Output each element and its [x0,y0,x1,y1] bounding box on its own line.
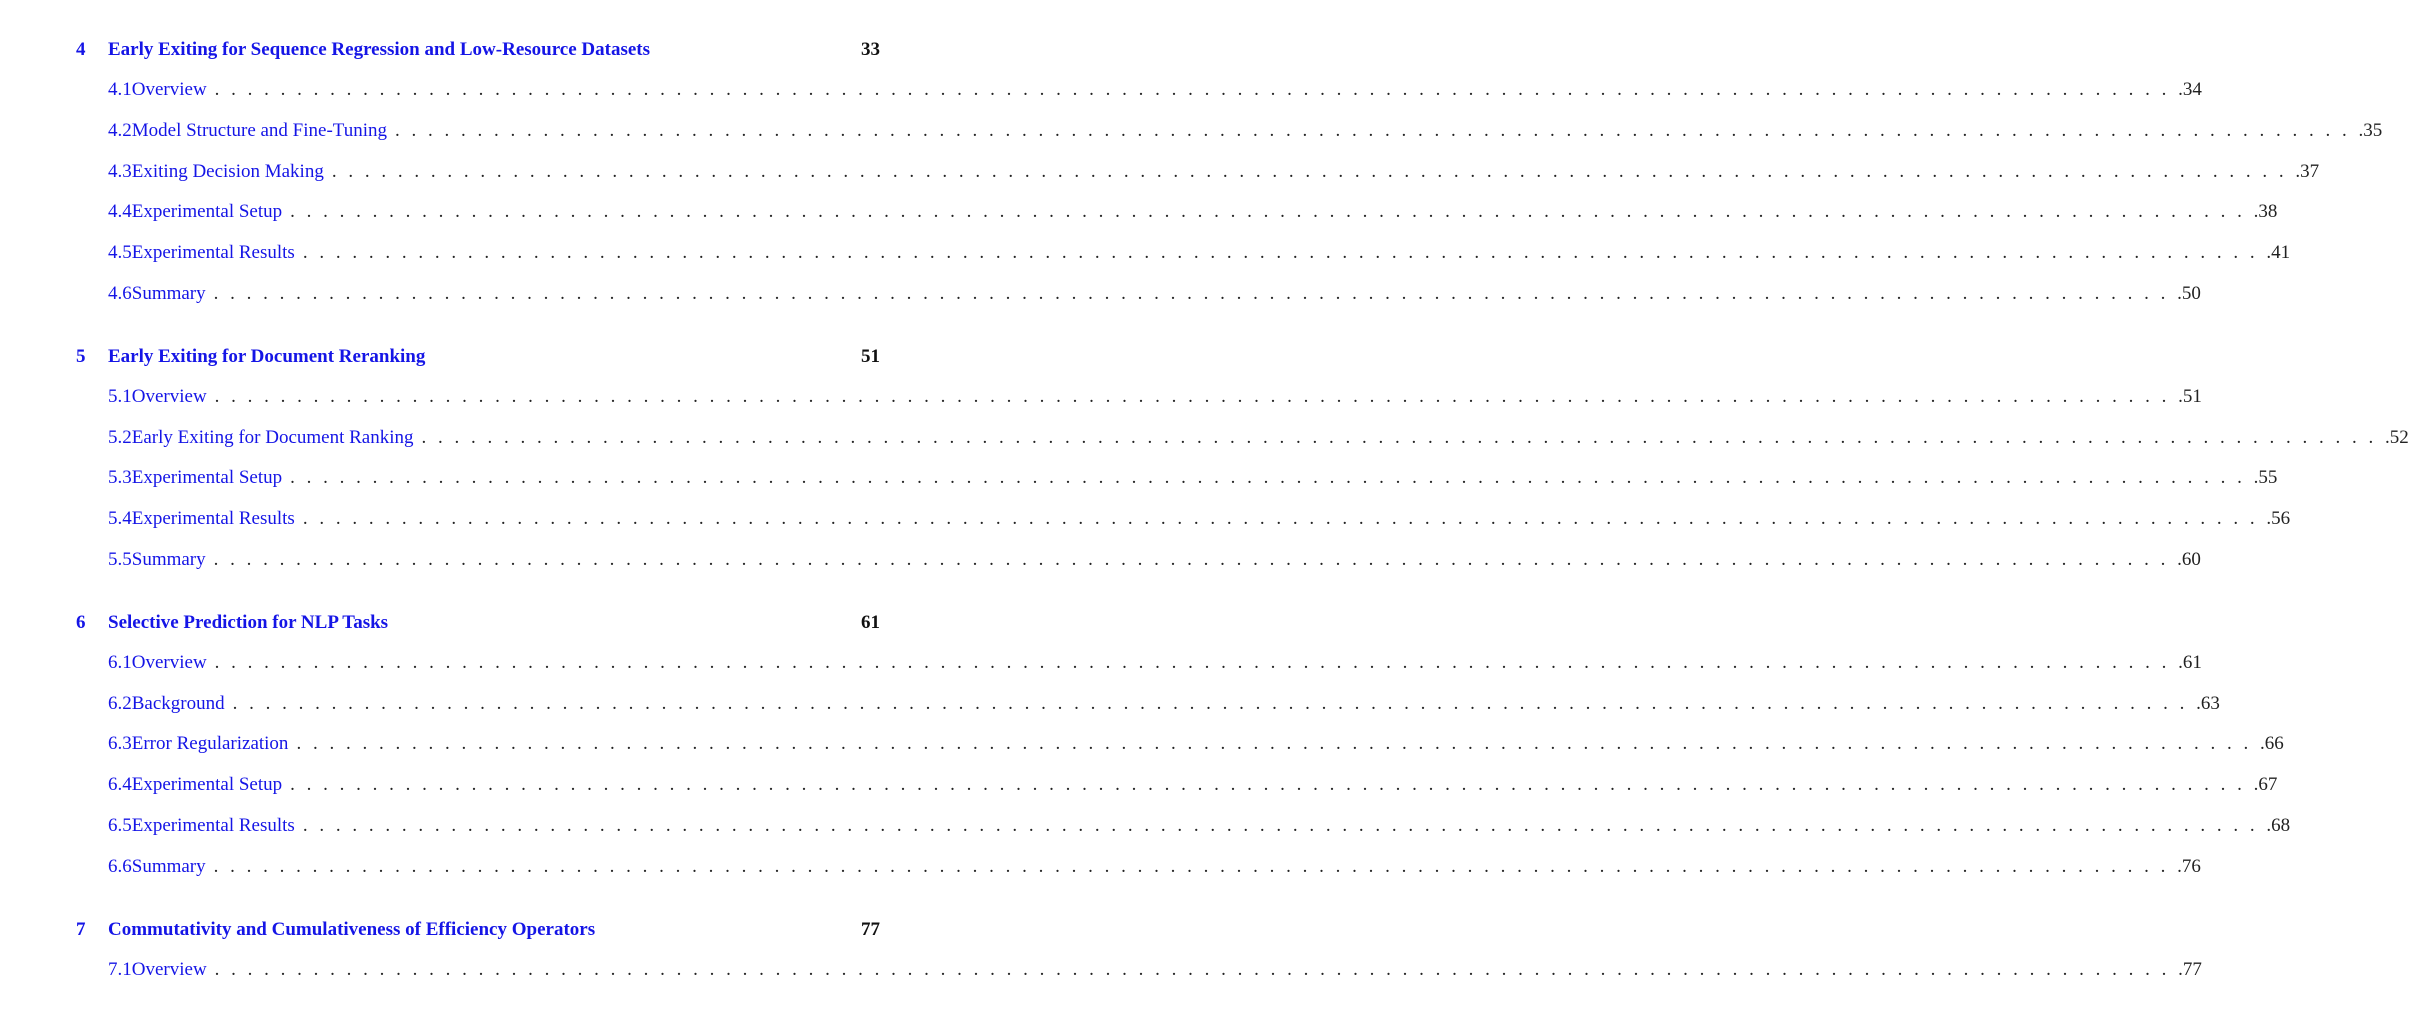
chapter-number: 7 [76,918,86,940]
section-number: 5.3 [108,467,132,489]
section-page-number: 51 [2182,385,2202,407]
section-page-number: 34 [2182,79,2202,100]
section-page-number: 38 [2258,201,2278,223]
section-title-link[interactable]: Exiting Decision Making [131,160,324,182]
section-number: 6.1 [108,651,132,673]
section-title-link[interactable]: Experimental Setup [131,201,283,223]
section-title-link[interactable]: Overview [131,958,207,980]
section-entry[interactable] [0,111,2383,152]
section-page-number: 61 [2182,651,2202,673]
section-entry[interactable] [0,499,2291,540]
section-title-link[interactable]: Error Regularization [131,733,289,755]
chapter-heading[interactable] [0,29,981,70]
chapter-heading[interactable] [0,602,981,643]
section-page-number: 56 [2271,508,2291,530]
section-page-number: 76 [2181,855,2201,877]
section-entry[interactable] [0,684,2220,725]
section-entry[interactable] [0,233,2291,274]
chapter-page-number: 77 [861,918,880,940]
section-entry[interactable] [0,765,2278,806]
section-number: 4.1 [108,79,132,100]
section-number: 4.2 [108,119,132,141]
section-entry[interactable] [0,950,2202,991]
section-number: 6.4 [108,774,132,796]
section-entry[interactable] [0,643,2202,684]
chapter-spacer [0,581,981,602]
dot-leader: . . . . . . . . . . . . . . . . . . . . . . . . . . . . . . . . . . . . . . . . . . . . . . . . . . . . . . . . . . . . . . . . . . . . . . . . . . . . . . . . . . . . . . . . . . . . . . . . . . . . . . . . . . . . . . . . . . . . . . . . [331,160,2301,182]
dot-leader: . . . . . . . . . . . . . . . . . . . . . . . . . . . . . . . . . . . . . . . . . . . . . . . . . . . . . . . . . . . . . . . . . . . . . . . . . . . . . . . . . . . . . . . . . . . . . . . . . . . . . . . . . . . . . . . . . . . . . . . . [213,548,2182,570]
dot-leader: . . . . . . . . . . . . . . . . . . . . . . . . . . . . . . . . . . . . . . . . . . . . . . . . . . . . . . . . . . . . . . . . . . . . . . . . . . . . . . . . . . . . . . . . . . . . . . . . . . . . . . . . . . . . . . . . . . . . . . . . [302,814,2272,836]
section-number: 5.1 [108,385,132,407]
section-title-link[interactable]: Experimental Results [131,508,295,530]
section-page-number: 67 [2258,774,2278,796]
section-entry[interactable] [0,152,2320,193]
chapter-7 [0,909,2202,991]
section-number: 6.2 [108,692,132,714]
chapter-title-link[interactable]: Selective Prediction for NLP Tasks [108,611,389,633]
section-entry[interactable] [0,274,2201,315]
dot-leader: . . . . . . . . . . . . . . . . . . . . . . . . . . . . . . . . . . . . . . . . . . . . . . . . . . . . . . . . . . . . . . . . . . . . . . . . . . . . . . . . . . . . . . . . . . . . . . . . . . . . . . . . . . . . . . . . . . . . . . . . [395,119,2364,141]
section-page-number: 66 [2264,733,2284,755]
section-number: 6.6 [108,855,132,877]
section-number: 5.4 [108,508,132,530]
section-entry[interactable] [0,418,2409,459]
section-page-number: 52 [2389,426,2409,448]
chapter-5 [0,336,2409,581]
section-page-number: 50 [2181,282,2201,304]
section-number: 7.1 [108,958,132,980]
section-number: 4.6 [108,282,132,304]
section-entry[interactable] [0,70,2202,111]
dot-leader: . . . . . . . . . . . . . . . . . . . . . . . . . . . . . . . . . . . . . . . . . . . . . . . . . . . . . . . . . . . . . . . . . . . . . . . . . . . . . . . . . . . . . . . . . . . . . . . . . . . . . . . . . . . . . . . . . . . . . . . . [214,79,2183,100]
dot-leader: . . . . . . . . . . . . . . . . . . . . . . . . . . . . . . . . . . . . . . . . . . . . . . . . . . . . . . . . . . . . . . . . . . . . . . . . . . . . . . . . . . . . . . . . . . . . . . . . . . . . . . . . . . . . . . . . . . . . . . . . [214,651,2183,673]
section-title-link[interactable]: Experimental Setup [131,467,283,489]
section-page-number: 63 [2200,692,2220,714]
section-entry[interactable] [0,458,2278,499]
section-page-number: 77 [2182,958,2202,980]
chapter-6 [0,602,2291,888]
section-entry[interactable] [0,806,2291,847]
section-entry[interactable] [0,724,2284,765]
dot-leader: . . . . . . . . . . . . . . . . . . . . . . . . . . . . . . . . . . . . . . . . . . . . . . . . . . . . . . . . . . . . . . . . . . . . . . . . . . . . . . . . . . . . . . . . . . . . . . . . . . . . . . . . . . . . . . . . . . . . . . . . [213,855,2182,877]
section-page-number: 35 [2363,119,2383,141]
chapter-heading[interactable] [0,909,981,950]
section-number: 5.2 [108,426,132,448]
section-title-link[interactable]: Overview [131,79,207,100]
section-title-link[interactable]: Early Exiting for Document Ranking [131,426,414,448]
section-title-link[interactable]: Summary [131,282,206,304]
dot-leader: . . . . . . . . . . . . . . . . . . . . . . . . . . . . . . . . . . . . . . . . . . . . . . . . . . . . . . . . . . . . . . . . . . . . . . . . . . . . . . . . . . . . . . . . . . . . . . . . . . . . . . . . . . . . . . . . . . . . . . . . [421,426,2390,448]
section-title-link[interactable]: Overview [131,385,207,407]
chapter-spacer [0,315,981,336]
section-page-number: 60 [2181,548,2201,570]
dot-leader: . . . . . . . . . . . . . . . . . . . . . . . . . . . . . . . . . . . . . . . . . . . . . . . . . . . . . . . . . . . . . . . . . . . . . . . . . . . . . . . . . . . . . . . . . . . . . . . . . . . . . . . . . . . . . . . . . . . . . . . . [296,733,2265,755]
dot-leader: . . . . . . . . . . . . . . . . . . . . . . . . . . . . . . . . . . . . . . . . . . . . . . . . . . . . . . . . . . . . . . . . . . . . . . . . . . . . . . . . . . . . . . . . . . . . . . . . . . . . . . . . . . . . . . . . . . . . . . . . [214,958,2183,980]
section-page-number: 68 [2271,814,2291,836]
section-entry[interactable] [0,847,2201,888]
section-title-link[interactable]: Model Structure and Fine-Tuning [131,119,388,141]
section-number: 6.3 [108,733,132,755]
section-entry[interactable] [0,192,2278,233]
section-number: 5.5 [108,548,132,570]
section-page-number: 41 [2271,242,2291,264]
chapter-number: 4 [76,39,86,60]
section-title-link[interactable]: Background [131,692,225,714]
section-page-number: 37 [2300,160,2320,182]
chapter-title-link[interactable]: Early Exiting for Sequence Regression and Low-Resource Datasets [108,39,651,60]
section-page-number: 55 [2258,467,2278,489]
chapter-page-number: 51 [861,345,880,367]
section-title-link[interactable]: Summary [131,548,206,570]
chapter-page-number: 61 [861,611,880,633]
chapter-number: 5 [76,345,86,367]
section-title-link[interactable]: Experimental Results [131,814,295,836]
section-number: 4.4 [108,201,132,223]
dot-leader: . . . . . . . . . . . . . . . . . . . . . . . . . . . . . . . . . . . . . . . . . . . . . . . . . . . . . . . . . . . . . . . . . . . . . . . . . . . . . . . . . . . . . . . . . . . . . . . . . . . . . . . . . . . . . . . . . . . . . . . . [213,282,2182,304]
chapter-title-link[interactable]: Early Exiting for Document Reranking [108,345,426,367]
section-number: 6.5 [108,814,132,836]
chapter-title-link[interactable]: Commutativity and Cumulativeness of Efficiency Operators [108,918,596,940]
section-number: 4.5 [108,242,132,264]
chapter-page-number: 33 [861,39,880,60]
dot-leader: . . . . . . . . . . . . . . . . . . . . . . . . . . . . . . . . . . . . . . . . . . . . . . . . . . . . . . . . . . . . . . . . . . . . . . . . . . . . . . . . . . . . . . . . . . . . . . . . . . . . . . . . . . . . . . . . . . . . . . . . [290,467,2259,489]
chapter-heading[interactable] [0,336,981,377]
section-title-link[interactable]: Overview [131,651,207,673]
section-entry[interactable] [0,377,2202,418]
chapter-number: 6 [76,611,86,633]
section-entry[interactable] [0,540,2201,581]
dot-leader: . . . . . . . . . . . . . . . . . . . . . . . . . . . . . . . . . . . . . . . . . . . . . . . . . . . . . . . . . . . . . . . . . . . . . . . . . . . . . . . . . . . . . . . . . . . . . . . . . . . . . . . . . . . . . . . . . . . . . . . . [290,774,2259,796]
dot-leader: . . . . . . . . . . . . . . . . . . . . . . . . . . . . . . . . . . . . . . . . . . . . . . . . . . . . . . . . . . . . . . . . . . . . . . . . . . . . . . . . . . . . . . . . . . . . . . . . . . . . . . . . . . . . . . . . . . . . . . . . [290,201,2259,223]
dot-leader: . . . . . . . . . . . . . . . . . . . . . . . . . . . . . . . . . . . . . . . . . . . . . . . . . . . . . . . . . . . . . . . . . . . . . . . . . . . . . . . . . . . . . . . . . . . . . . . . . . . . . . . . . . . . . . . . . . . . . . . . [302,242,2272,264]
section-title-link[interactable]: Summary [131,855,206,877]
section-title-link[interactable]: Experimental Setup [131,774,283,796]
dot-leader: . . . . . . . . . . . . . . . . . . . . . . . . . . . . . . . . . . . . . . . . . . . . . . . . . . . . . . . . . . . . . . . . . . . . . . . . . . . . . . . . . . . . . . . . . . . . . . . . . . . . . . . . . . . . . . . . . . . . . . . . [232,692,2201,714]
chapter-spacer [0,888,981,909]
section-number: 4.3 [108,160,132,182]
chapter-4 [0,29,2383,315]
dot-leader: . . . . . . . . . . . . . . . . . . . . . . . . . . . . . . . . . . . . . . . . . . . . . . . . . . . . . . . . . . . . . . . . . . . . . . . . . . . . . . . . . . . . . . . . . . . . . . . . . . . . . . . . . . . . . . . . . . . . . . . . [302,508,2272,530]
section-title-link[interactable]: Experimental Results [131,242,295,264]
dot-leader: . . . . . . . . . . . . . . . . . . . . . . . . . . . . . . . . . . . . . . . . . . . . . . . . . . . . . . . . . . . . . . . . . . . . . . . . . . . . . . . . . . . . . . . . . . . . . . . . . . . . . . . . . . . . . . . . . . . . . . . . [214,385,2183,407]
